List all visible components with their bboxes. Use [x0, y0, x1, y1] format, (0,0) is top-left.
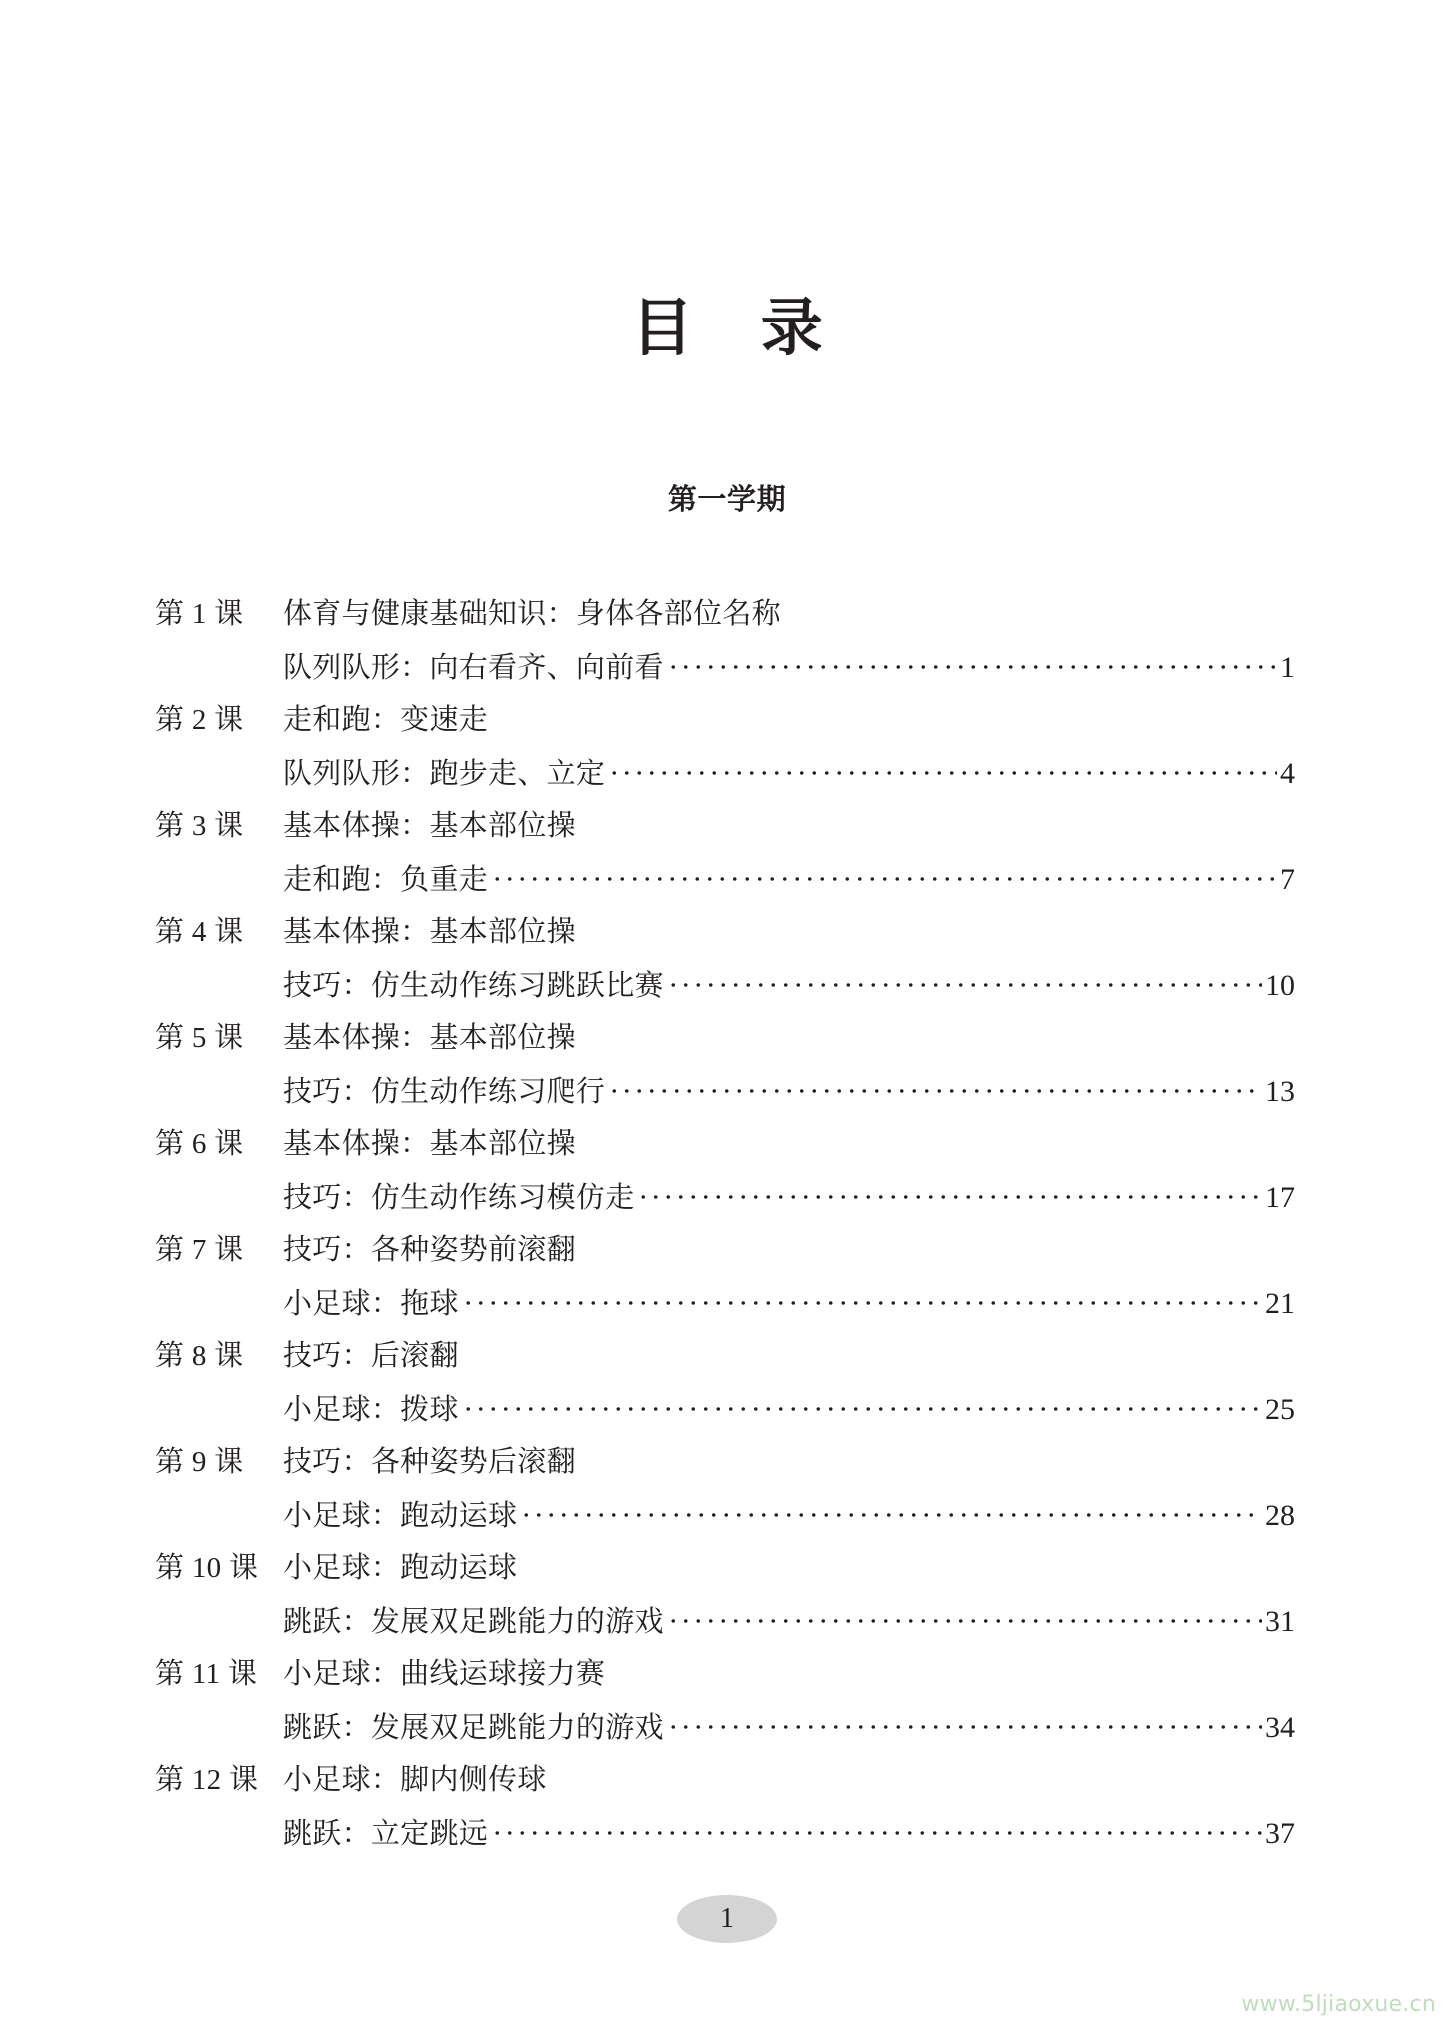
lesson-title-line-2: 小足球：拖球 [283, 1288, 459, 1320]
toc-page-number: 31 [1265, 1605, 1295, 1638]
toc-entry[interactable] [155, 1754, 1295, 1860]
toc-entry-line-secondary [155, 1171, 1295, 1224]
dot-leader [667, 1708, 1262, 1737]
toc-entry-line-secondary [155, 1489, 1295, 1542]
lesson-title-line-1: 基本体操：基本部位操 [283, 810, 576, 842]
page-number-badge: 1 [677, 1895, 777, 1943]
lesson-number: 第 9 课 [155, 1446, 244, 1478]
lesson-title-line-1: 小足球：跑动运球 [283, 1552, 518, 1584]
dot-leader [520, 1496, 1262, 1525]
lesson-number: 第 4 课 [155, 916, 244, 948]
toc-entry-line-secondary [155, 853, 1295, 906]
lesson-title-line-2: 跳跃：立定跳远 [283, 1818, 489, 1850]
lesson-number: 第 10 课 [155, 1552, 259, 1584]
toc-page-number: 7 [1280, 863, 1295, 896]
lesson-title-line-1: 技巧：各种姿势后滚翻 [283, 1446, 576, 1478]
lesson-number: 第 2 课 [155, 704, 244, 736]
toc-entry-line-primary [155, 1436, 1295, 1489]
lesson-number: 第 3 课 [155, 810, 244, 842]
lesson-number: 第 1 课 [155, 598, 244, 630]
lesson-title-line-1: 走和跑：变速走 [283, 704, 489, 736]
lesson-title-line-2: 跳跃：发展双足跳能力的游戏 [283, 1712, 664, 1744]
lesson-number: 第 12 课 [155, 1764, 259, 1796]
toc-entry-line-secondary [155, 747, 1295, 800]
toc-entry-line-primary [155, 1224, 1295, 1277]
toc-entry-line-primary [155, 1012, 1295, 1065]
semester-heading: 第一学期 [667, 484, 787, 516]
toc-entry-line-secondary [155, 959, 1295, 1012]
toc-entry-line-secondary [155, 641, 1295, 694]
toc-entry[interactable] [155, 1118, 1295, 1224]
toc-entry-line-secondary [155, 1065, 1295, 1118]
toc-entry[interactable] [155, 1224, 1295, 1330]
toc-entry-line-secondary [155, 1807, 1295, 1860]
lesson-title-line-2: 小足球：拨球 [283, 1394, 459, 1426]
lesson-number: 第 6 课 [155, 1128, 244, 1160]
lesson-title-line-2: 技巧：仿生动作练习爬行 [283, 1076, 606, 1108]
toc-entry-line-primary [155, 694, 1295, 747]
watermark: www.5ljiaoxue.cn [1241, 1992, 1436, 2017]
dot-leader [462, 1284, 1262, 1313]
lesson-number: 第 5 课 [155, 1022, 244, 1054]
toc-entry[interactable] [155, 1012, 1295, 1118]
lesson-title-line-1: 小足球：脚内侧传球 [283, 1764, 547, 1796]
dot-leader [667, 648, 1277, 677]
lesson-title-line-1: 基本体操：基本部位操 [283, 1022, 576, 1054]
dot-leader [608, 754, 1277, 783]
toc-entry-line-secondary [155, 1383, 1295, 1436]
lesson-number: 第 8 课 [155, 1340, 244, 1372]
dot-leader [667, 1602, 1262, 1631]
toc-entry-line-primary [155, 1648, 1295, 1701]
toc-entry-line-primary [155, 1330, 1295, 1383]
toc-entry-line-primary [155, 1118, 1295, 1171]
toc-entry-line-secondary [155, 1595, 1295, 1648]
page-title: 目 录 [631, 295, 849, 363]
toc-page-number: 17 [1265, 1181, 1295, 1214]
toc-page-number: 37 [1265, 1817, 1295, 1850]
toc-entry-line-primary [155, 1542, 1295, 1595]
lesson-title-line-2: 跳跃：发展双足跳能力的游戏 [283, 1606, 664, 1638]
dot-leader [667, 966, 1262, 995]
toc-page-number: 10 [1265, 969, 1295, 1002]
lesson-title-line-2: 技巧：仿生动作练习跳跃比赛 [283, 970, 664, 1002]
toc-page-number: 4 [1280, 757, 1295, 790]
toc-entry[interactable] [155, 1330, 1295, 1436]
toc-entry[interactable] [155, 588, 1295, 694]
dot-leader [491, 1814, 1262, 1843]
toc-entry-line-secondary [155, 1277, 1295, 1330]
dot-leader [491, 860, 1277, 889]
lesson-title-line-2: 技巧：仿生动作练习模仿走 [283, 1182, 635, 1214]
toc-entry[interactable] [155, 694, 1295, 800]
toc-page-number: 34 [1265, 1711, 1295, 1744]
lesson-number: 第 11 课 [155, 1658, 258, 1690]
toc-page-number: 1 [1280, 651, 1295, 684]
lesson-title-line-1: 基本体操：基本部位操 [283, 916, 576, 948]
toc-entry[interactable] [155, 1648, 1295, 1754]
lesson-title-line-2: 队列队形：向右看齐、向前看 [283, 652, 664, 684]
toc-entry-line-primary [155, 906, 1295, 959]
lesson-title-line-2: 小足球：跑动运球 [283, 1500, 518, 1532]
lesson-title-line-1: 基本体操：基本部位操 [283, 1128, 576, 1160]
toc-entry-line-primary [155, 588, 1295, 641]
table-of-contents [155, 588, 1295, 1860]
lesson-number: 第 7 课 [155, 1234, 244, 1266]
dot-leader [462, 1390, 1262, 1419]
toc-entry[interactable] [155, 1542, 1295, 1648]
lesson-title-line-2: 走和跑：负重走 [283, 864, 489, 896]
toc-entry-line-primary [155, 800, 1295, 853]
toc-page-number: 21 [1265, 1287, 1295, 1320]
toc-entry[interactable] [155, 800, 1295, 906]
lesson-title-line-1: 技巧：各种姿势前滚翻 [283, 1234, 576, 1266]
lesson-title-line-1: 体育与健康基础知识：身体各部位名称 [283, 598, 781, 630]
dot-leader [608, 1072, 1262, 1101]
lesson-title-line-2: 队列队形：跑步走、立定 [283, 758, 606, 790]
lesson-title-line-1: 小足球：曲线运球接力赛 [283, 1658, 606, 1690]
toc-entry[interactable] [155, 1436, 1295, 1542]
toc-page-number: 13 [1265, 1075, 1295, 1108]
lesson-title-line-1: 技巧：后滚翻 [283, 1340, 459, 1372]
toc-page-number: 28 [1265, 1499, 1295, 1532]
toc-entry-line-secondary [155, 1701, 1295, 1754]
dot-leader [637, 1178, 1262, 1207]
toc-entry[interactable] [155, 906, 1295, 1012]
toc-entry-line-primary [155, 1754, 1295, 1807]
toc-page-number: 25 [1265, 1393, 1295, 1426]
